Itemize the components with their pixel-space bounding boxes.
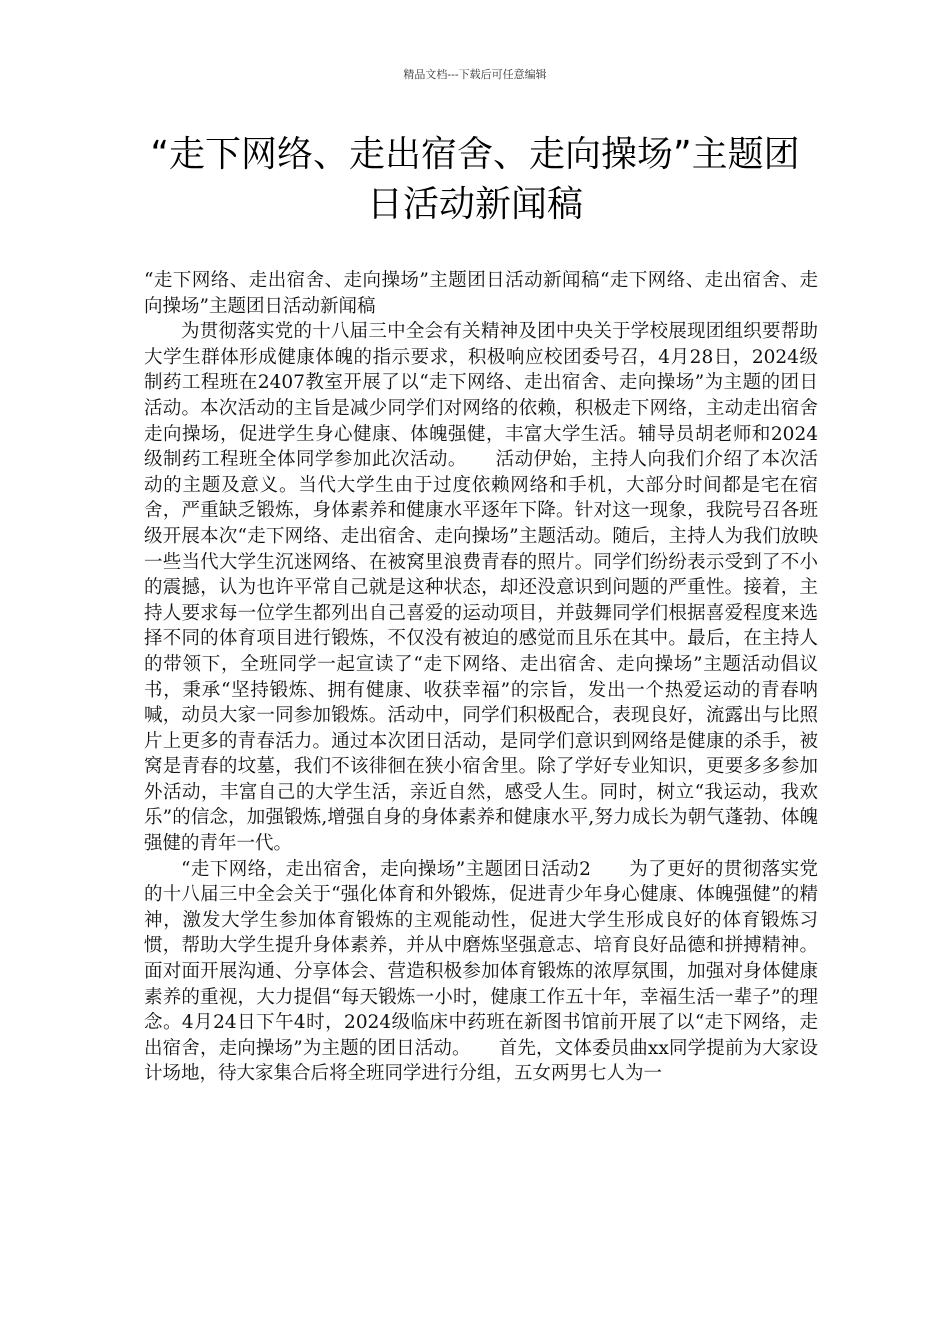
paragraph-activity-2: “走下网络，走出宿舍，走向操场”主题团日活动2 为了更好的贯彻落实党的十八届三中全会关于“强化体育和外锻炼，促进青少年身心健康、体魄强健”的精神，激发大学生参加体育锻炼的主观能动性，促进大学生形成良好的体育锻炼习惯，帮助大学生提升身体素养，并从中磨炼坚强意志、培育良好品德和拼搏精神。面对面开展沟通、分享体会、营造积极参加体育锻炼的浓厚氛围，加强对身体健康素养的重视，大力提倡“每天锻炼一小时，健康工作五十年，幸福生活一辈子”的理念。4月24日下午4时，2024级临床中药班在新图书馆前开展了以“走下网络，走出宿舍，走向操场”为主题的团日活动。 首先，文体委员曲xx同学提前为大家设计场地，待大家集合后将全班同学进行分组，五女两男七人为一 [144, 858, 818, 1085]
document-body [144, 268, 818, 1087]
page-title: “走下网络、走出宿舍、走向操场”主题团日活动新闻稿 [150, 134, 800, 225]
paragraph-intro: “走下网络、走出宿舍、走向操场”主题团日活动新闻稿“走下网络、走出宿舍、走向操场”主题团日活动新闻稿 [144, 270, 818, 317]
paragraph-activity-1: 为贯彻落实党的十八届三中全会有关精神及团中央关于学校展现团组织要帮助大学生群体形成健康体魄的指示要求，积极响应校团委号召，4月28日，2024级制药工程班在2407教室开展了以“走下网络、走出宿舍、走向操场”为主题的团日活动。本次活动的主旨是减少同学们对网络的依赖，积极走下网络，主动走出宿舍走向操场，促进学生身心健康、体魄强健，丰富大学生活。辅导员胡老师和2024级制药工程班全体同学参加此次活动。 活动伊始，主持人向我们介绍了本次活动的主题及意义。当代大学生由于过度依赖网络和手机，大部分时间都是宅在宿舍，严重缺乏锻炼，身体素养和健康水平逐年下降。针对这一现象，我院号召各班级开展本次“走下网络、走出宿舍、走向操场”主题活动。随后，主持人为我们放映一些当代大学生沉迷网络、在被窝里浪费青春的照片。同学们纷纷表示受到了不小的震撼，认为也许平常自己就是这种状态，却还没意识到问题的严重性。接着，主持人要求每一位学生都列出自己喜爱的运动项目，并鼓舞同学们根据喜爱程度来选择不同的体育项目进行锻炼，不仅没有被迫的感觉而且乐在其中。最后，在主持人的带领下，全班同学一起宣读了“走下网络、走出宿舍、走向操场”主题活动倡议书，秉承“坚持锻炼、拥有健康、收获幸福”的宗旨，发出一个热爱运动的青春呐喊，动员大家一同参加锻炼。活动中，同学们积极配合，表现良好，流露出与比照片上更多的青春活力。通过本次团日活动，是同学们意识到网络是健康的杀手，被窝是青春的坟墓，我们不该徘徊在狭小宿舍里。除了学好专业知识，更要多多参加外活动，丰富自己的大学生活，亲近自然，感受人生。同时，树立“我运动，我欢乐”的信念，加强锻炼,增强自身的身体素养和健康水平,努力成长为朝气蓬勃、体魄强健的青年一代。 [144, 321, 818, 855]
header-note: 精品文档---下载后可任意编辑 [403, 68, 547, 81]
